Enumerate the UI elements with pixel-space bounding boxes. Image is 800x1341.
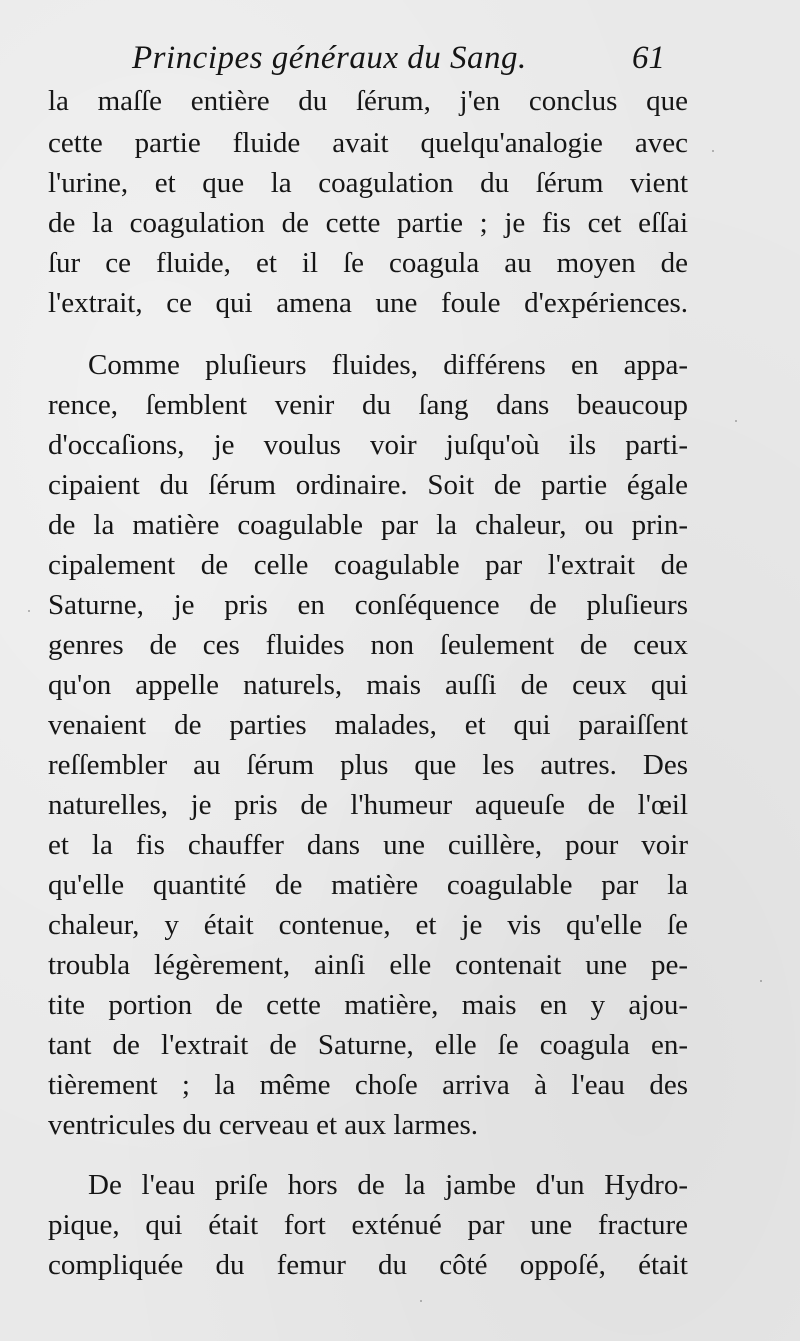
paper-speck bbox=[760, 980, 762, 982]
text-line: de la matière coagulable par la chaleur, ou prin- bbox=[48, 509, 688, 541]
text-line: Saturne, je pris en conſéquence de pluſieurs bbox=[48, 589, 688, 621]
text-line: et la fis chauffer dans une cuillère, pour voir bbox=[48, 829, 688, 861]
text-line: tite portion de cette matière, mais en y ajou- bbox=[48, 989, 688, 1021]
paper-speck bbox=[28, 610, 30, 612]
text-line: tant de l'extrait de Saturne, elle ſe coagula en- bbox=[48, 1029, 688, 1061]
text-line: cipalement de celle coagulable par l'extrait de bbox=[48, 549, 688, 581]
paper-speck bbox=[420, 1300, 422, 1302]
text-line: chaleur, y était contenue, et je vis qu'elle ſe bbox=[48, 909, 688, 941]
text-line: d'occaſions, je voulus voir juſqu'où ils parti- bbox=[48, 429, 688, 461]
text-line: De l'eau priſe hors de la jambe d'un Hydro- bbox=[88, 1169, 688, 1201]
text-line: l'extrait, ce qui amena une foule d'expériences. bbox=[48, 287, 688, 319]
text-line: cette partie fluide avait quelqu'analogie avec bbox=[48, 127, 688, 159]
text-line: de la coagulation de cette partie ; je fis cet eſſai bbox=[48, 207, 688, 239]
text-line: qu'elle quantité de matière coagulable par la bbox=[48, 869, 688, 901]
text-line: venaient de parties malades, et qui paraiſſent bbox=[48, 709, 688, 741]
text-line: naturelles, je pris de l'humeur aqueuſe de l'œil bbox=[48, 789, 688, 821]
text-line: genres de ces fluides non ſeulement de ceux bbox=[48, 629, 688, 661]
text-line: troubla légèrement, ainſi elle contenait une pe- bbox=[48, 949, 688, 981]
text-line: l'urine, et que la coagulation du ſérum vient bbox=[48, 167, 688, 199]
page-number: 61 bbox=[632, 40, 665, 76]
text-line: pique, qui était fort exténué par une fracture bbox=[48, 1209, 688, 1241]
text-line: qu'on appelle naturels, mais auſſi de ceux qui bbox=[48, 669, 688, 701]
text-line: Comme pluſieurs fluides, différens en appa- bbox=[88, 349, 688, 381]
text-line: tièrement ; la même choſe arriva à l'eau des bbox=[48, 1069, 688, 1101]
paper-speck bbox=[735, 420, 737, 422]
text-line: compliquée du femur du côté oppoſé, était bbox=[48, 1249, 688, 1281]
text-line: ventricules du cerveau et aux larmes. bbox=[48, 1109, 478, 1141]
text-line: ſur ce fluide, et il ſe coagula au moyen de bbox=[48, 247, 688, 279]
running-title: Principes généraux du Sang. bbox=[132, 40, 527, 76]
text-line: cipaient du ſérum ordinaire. Soit de partie égale bbox=[48, 469, 688, 501]
text-line: la maſſe entière du ſérum, j'en conclus que bbox=[48, 85, 688, 117]
text-line: rence, ſemblent venir du ſang dans beaucoup bbox=[48, 389, 688, 421]
text-line: reſſembler au ſérum plus que les autres. Des bbox=[48, 749, 688, 781]
paper-speck bbox=[712, 150, 714, 152]
